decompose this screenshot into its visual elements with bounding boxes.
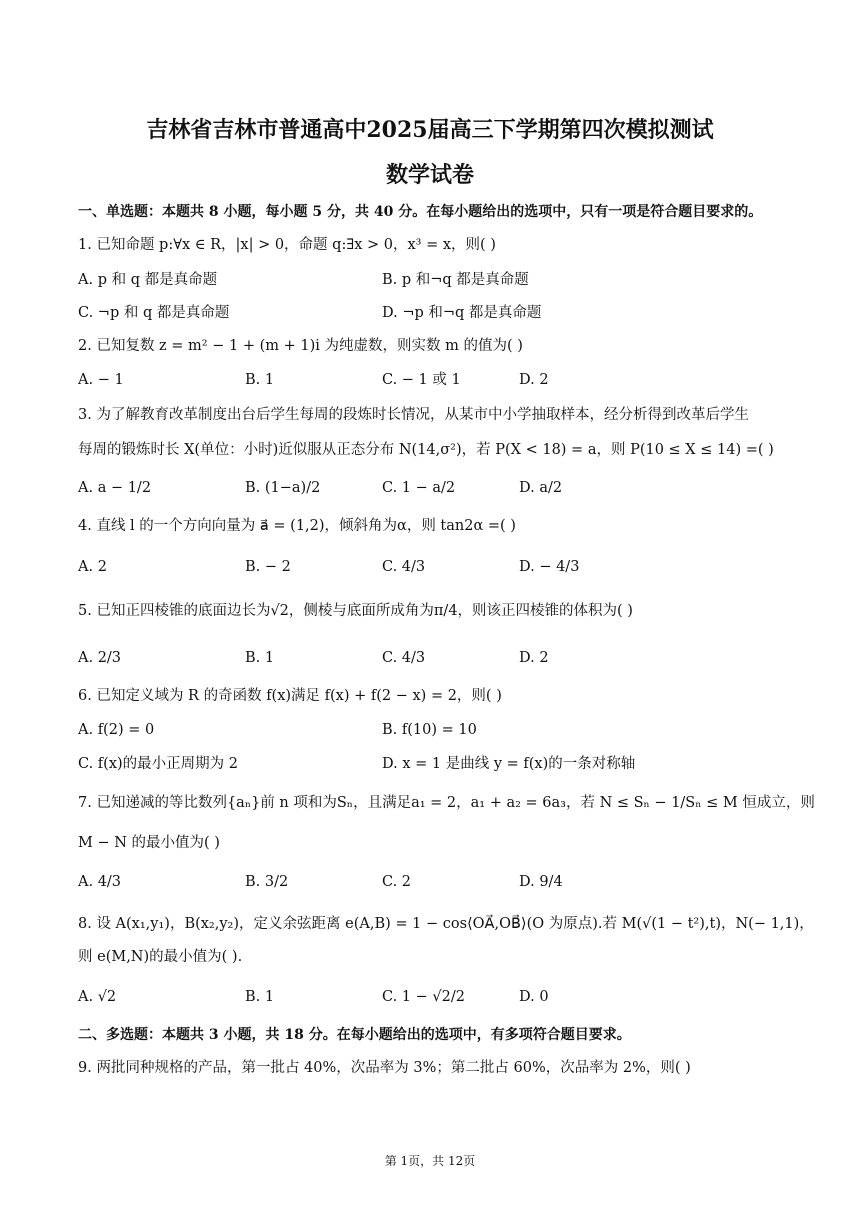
q2-option-b: B. 1 [245,372,275,388]
q6-option-d: D. x = 1 是曲线 y = f(x)的一条对称轴 [382,756,636,772]
q9-stem: 9. 两批同种规格的产品，第一批占 40%，次品率为 3%；第二批占 60%，次品率为 2%，则( ) [78,1060,691,1076]
q1-option-b: B. p 和¬q 都是真命题 [382,272,529,288]
q1-option-a: A. p 和 q 都是真命题 [78,272,218,288]
q1-stem: 1. 已知命题 p:∀x ∈ R，|x| > 0，命题 q:∃x > 0，x³ = x，则( ) [78,237,496,253]
q5-stem: 5. 已知正四棱锥的底面边长为√2，侧棱与底面所成角为π/4，则该正四棱锥的体积为( ) [78,603,633,619]
page-footer: 第 1页，共 12页 [384,1154,476,1168]
q5-option-c: C. 4/3 [382,650,426,666]
exam-title: 吉林省吉林市普通高中2025届高三下学期第四次模拟测试 [146,117,714,143]
q4-option-a: A. 2 [78,559,107,575]
q6-option-b: B. f(10) = 10 [382,722,477,738]
q4-option-d: D. − 4/3 [519,559,580,575]
section-2-heading: 二、多选题：本题共 3 小题，共 18 分。在每小题给出的选项中，有多项符合题目要求。 [78,1027,631,1043]
q7-option-d: D. 9/4 [519,874,563,890]
q5-option-a: A. 2/3 [78,650,122,666]
q6-option-c: C. f(x)的最小正周期为 2 [78,756,238,772]
q8-option-a: A. √2 [78,989,117,1005]
q4-stem: 4. 直线 l 的一个方向向量为 a⃗ = (1,2)，倾斜角为α，则 tan2α =( ) [78,518,516,534]
q3-stem-line2: 每周的锻炼时长 X(单位：小时)近似服从正态分布 N(14,σ²)，若 P(X < 18) = a，则 P(10 ≤ X ≤ 14) =( ) [78,442,774,458]
q7-option-c: C. 2 [382,874,412,890]
q8-stem-line1: 8. 设 A(x₁,y₁)，B(x₂,y₂)，定义余弦距离 e(A,B) = 1 − cos⟨OA⃗,OB⃗⟩(O 为原点).若 M(√(1 − t²),t)，N(− 1,1)， [78,916,814,932]
q5-option-b: B. 1 [245,650,275,666]
q3-option-d: D. a/2 [519,480,563,496]
section-1-heading: 一、单选题：本题共 8 小题，每小题 5 分，共 40 分。在每小题给出的选项中，只有一项是符合题目要求的。 [78,204,763,220]
q3-option-a: A. a − 1/2 [78,480,152,496]
q2-option-a: A. − 1 [78,372,124,388]
q4-option-b: B. − 2 [245,559,291,575]
exam-subtitle: 数学试卷 [385,162,474,188]
q6-stem: 6. 已知定义域为 R 的奇函数 f(x)满足 f(x) + f(2 − x) = 2，则( ) [78,688,502,704]
q7-option-b: B. 3/2 [245,874,289,890]
q7-option-a: A. 4/3 [78,874,122,890]
q8-option-d: D. 0 [519,989,549,1005]
q1-option-c: C. ¬p 和 q 都是真命题 [78,305,230,321]
q8-stem-line2: 则 e(M,N)的最小值为( ). [78,949,243,965]
q2-option-c: C. − 1 或 1 [382,372,461,388]
q7-stem-line1: 7. 已知递减的等比数列{aₙ}前 n 项和为Sₙ，且满足a₁ = 2，a₁ + a₂ = 6a₃，若 N ≤ Sₙ − 1/Sₙ ≤ M 恒成立，则 [78,795,815,811]
q3-option-b: B. (1−a)/2 [245,480,321,496]
q2-stem: 2. 已知复数 z = m² − 1 + (m + 1)i 为纯虚数，则实数 m 的值为( ) [78,338,523,354]
q8-option-b: B. 1 [245,989,275,1005]
q4-option-c: C. 4/3 [382,559,426,575]
q1-option-d: D. ¬p 和¬q 都是真命题 [382,305,542,321]
q5-option-d: D. 2 [519,650,549,666]
q6-option-a: A. f(2) = 0 [78,722,155,738]
q7-stem-line2: M − N 的最小值为( ) [78,835,220,851]
q3-option-c: C. 1 − a/2 [382,480,456,496]
q8-option-c: C. 1 − √2/2 [382,989,465,1005]
q3-stem-line1: 3. 为了解教育改革制度出台后学生每周的段炼时长情况，从某市中小学抽取样本，经分析得到改革后学生 [78,407,749,423]
q2-option-d: D. 2 [519,372,549,388]
